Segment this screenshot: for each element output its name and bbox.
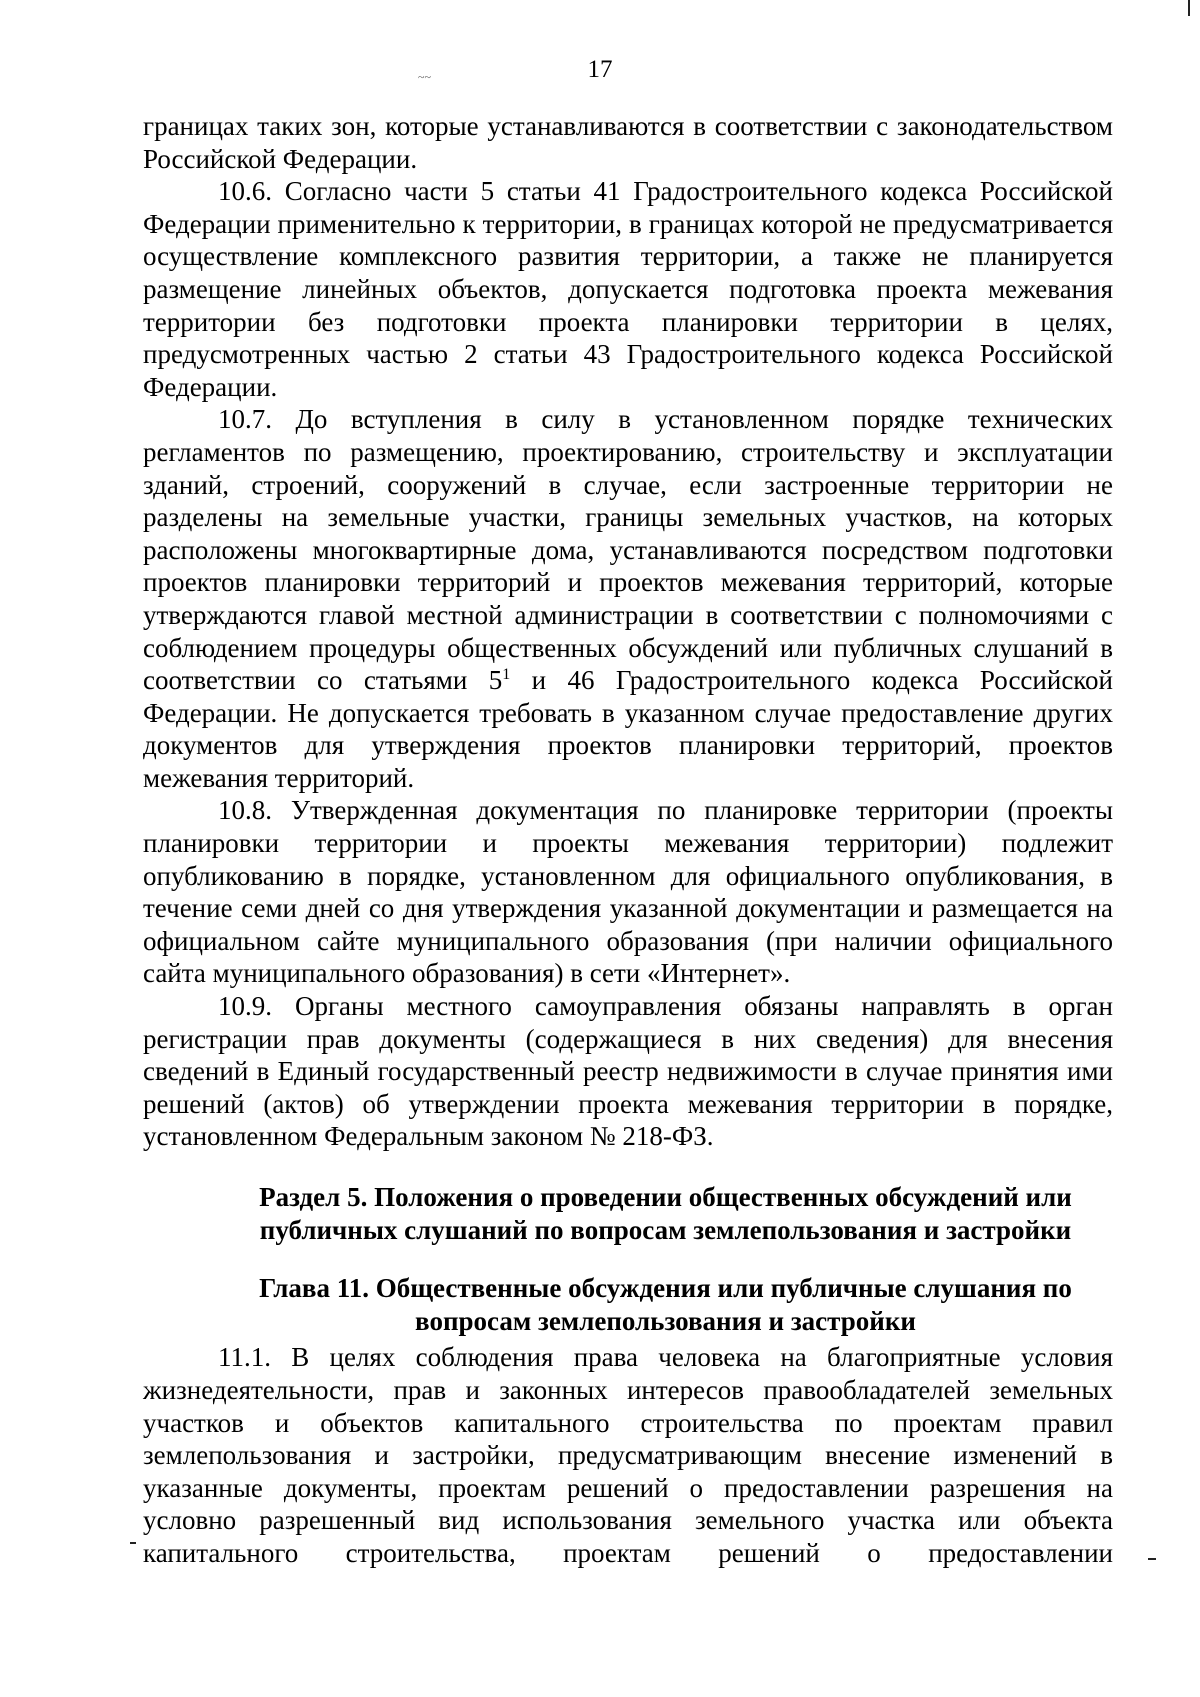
paragraph-10-9: 10.9. Органы местного самоуправления обязаны направлять в орган регистрации прав документы (содержащиеся в них сведения) для внесения сведений в Единый государственный реестр недвижимости в случае принятия ими решений (актов) об утверждении проекта межевания территории в порядке, установленном Федеральным законом № 218-ФЗ. [143, 991, 1113, 1152]
paragraph-10-8: 10.8. Утвержденная документация по планировке территории (проекты планировки территории и проекты межевания территории) подлежит опубликованию в порядке, установленном для официального опубликования, в течение семи дней со дня утверждения указанной документации и размещается на официальном сайте муниципального образования (при наличии официального сайта муниципального образования) в сети «Интернет». [143, 795, 1113, 989]
section-heading-line2: публичных слушаний по вопросам землепользования и застройки [259, 1214, 1072, 1245]
paragraph-continuation: границах таких зон, которые устанавливаются в соответствии с законодательством Российской Федерации. [143, 111, 1113, 174]
paragraph-11-1: 11.1. В целях соблюдения права человека на благоприятные условия жизнедеятельности, прав и законных интересов правообладателей земельных участков и объектов капитального строительства по проектам правил землепользования и застройки, предусматривающим внесение изменений в указанные документы, проектам решений о предоставлении разрешения на условно разрешенный вид использования земельного участка или объекта капитального строительства, проектам решений о предоставлении [143, 1342, 1113, 1568]
superscript-mark: 1 [502, 666, 511, 684]
scan-edge-mark [1148, 1558, 1156, 1560]
paragraph-10-7-part1: 10.7. До вступления в силу в установленном порядке технических регламентов по размещению, проектированию, строительству и эксплуатации зданий, строений, сооружений в случае, если застроенные территории не разделены на земельные участки, границы земельных участков, на которых расположены многоквартирные дома, устанавливаются посредством подготовки проектов планировки территорий и проектов межевания территорий, которые утверждаются главой местной администрации в соответствии с полномочиями с соблюдением процедуры общественных обсуждений или публичных слушаний в соответствии со статьями 5 [143, 404, 1113, 696]
section-heading-line1: Раздел 5. Положения о проведении общественных обсуждений или [259, 1182, 1072, 1212]
chapter-heading-line2: вопросам землепользования и застройки [415, 1305, 916, 1336]
page-number: 17 [587, 56, 613, 83]
section-heading [143, 1181, 1113, 1246]
chapter-heading [143, 1272, 1113, 1337]
scan-edge-mark [130, 1542, 136, 1544]
paragraph-10-6: 10.6. Согласно части 5 статьи 41 Градостроительного кодекса Российской Федерации применительно к территории, в границах которой не предусматривается осуществление комплексного развития территории, а также не планируется размещение линейных объектов, допускается подготовка проекта межевания территории без подготовки проекта планировки территории в целях, предусмотренных частью 2 статьи 43 Градостроительного кодекса Российской Федерации. [143, 176, 1113, 402]
paragraph-10-7 [143, 403, 1113, 794]
document-body [143, 110, 1113, 1570]
chapter-heading-line1: Глава 11. Общественные обсуждения или публичные слушания по [259, 1273, 1072, 1304]
paragraph-10-7-part2: и 46 Градостроительного кодекса Российской Федерации. Не допускается требовать в указанном случае предоставление других документов для утверждения проектов планировки территорий, проектов межевания территорий. [143, 665, 1113, 793]
scan-edge-mark [1188, 0, 1190, 16]
scan-artifact: ~~ [418, 70, 431, 84]
